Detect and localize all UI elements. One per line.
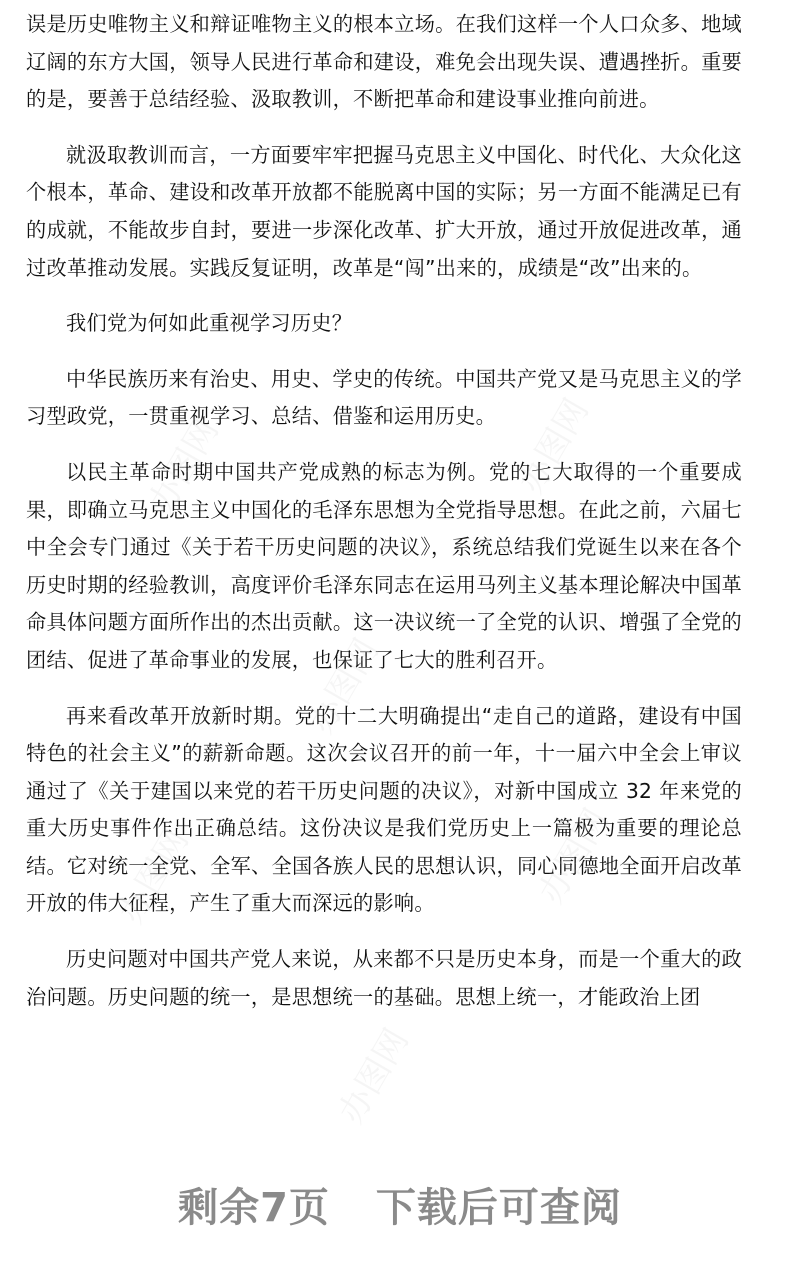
watermark-text: 办图网	[111, 822, 197, 931]
paragraph: 就汲取教训而言，一方面要牢牢把握马克思主义中国化、时代化、大众化这个根本，革命、建设和改革开放都不能脱离中国的实际；另一方面不能满足已有的成就，不能故步自封，要进一步深化改革、扩大开放，通过开放促进改革，通过改革推动发展。实践反复证明，改革是“闯”出来的，成绩是“改”出来的。	[26, 142, 742, 280]
watermark-text: 办图网	[331, 1022, 417, 1131]
remaining-pages-label: 剩余7页	[178, 1185, 330, 1231]
watermark-text: 办图网	[141, 412, 227, 521]
paragraph: 历史问题对中国共产党人来说，从来都不只是历史本身，而是一个重大的政治问题。历史问题的统一，是思想统一的基础。思想上统一，才能政治上团	[26, 947, 742, 1009]
paragraph: 误是历史唯物主义和辩证唯物主义的根本立场。在我们这样一个人口众多、地域辽阔的东方大国，领导人民进行革命和建设，难免会出现失误、遭遇挫折。重要的是，要善于总结经验、汲取教训，不断把革命和建设事业推向前进。	[26, 12, 742, 112]
download-hint-label: 下载后可查阅	[375, 1185, 622, 1231]
paragraph: 以民主革命时期中国共产党成熟的标志为例。党的七大取得的一个重要成果，即确立马克思主义中国化的毛泽东思想为全党指导思想。在此之前，六届七中全会专门通过《关于若干历史问题的决议》，系统总结我们党诞生以来在各个历史时期的经验教训，高度评价毛泽东同志在运用马列主义基本理论解决中国革命具体问题方面所作出的杰出贡献。这一决议统一了全党的认识、增强了全党的团结、促进了革命事业的发展，也保证了七大的胜利召开。	[26, 459, 742, 672]
paragraph: 再来看改革开放新时期。党的十二大明确提出“走自己的道路，建设有中国特色的社会主义”的薪新命题。这次会议召开的前一年，十一届六中全会上审议通过了《关于建国以来党的若干历史问题的决议》，对新中国成立 32 年来党的重大历史事件作出正确总结。这份决议是我们党历史上一篇极为重要的理论总结。它对统一全党、全军、全国各族人民的思想认识，同心同德地全面开启改革开放的伟大征程，产生了重大而深远的影响。	[26, 703, 742, 916]
watermark-text: 办图网	[511, 392, 597, 501]
download-prompt	[0, 1176, 800, 1233]
watermark	[324, 1018, 417, 1131]
watermark-text: 办图网	[531, 802, 617, 911]
document-body	[26, 6, 742, 1034]
paragraph: 我们党为何如此重视学习历史？	[66, 311, 353, 336]
watermark-text: 办图网	[301, 632, 387, 741]
paragraph: 中华民族历来有治史、用史、学史的传统。中国共产党又是马克思主义的学习型政党，一贯重视学习、总结、借鉴和运用历史。	[26, 366, 742, 429]
